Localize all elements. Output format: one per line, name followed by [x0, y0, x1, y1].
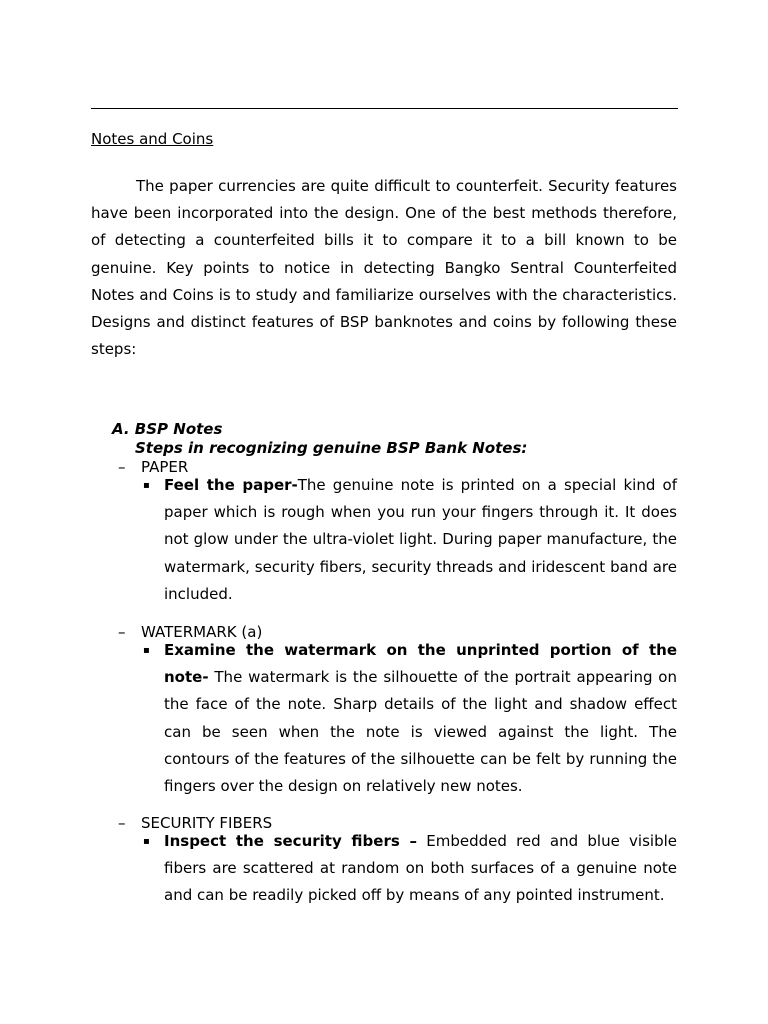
header-rule — [91, 108, 678, 109]
list-item-watermark-text — [164, 637, 677, 800]
section-a-subheading: Steps in recognizing genuine BSP Bank Notes: — [135, 439, 528, 457]
item-label: SECURITY FIBERS — [141, 814, 273, 832]
list-item-security-fibers-text — [164, 828, 677, 910]
section-a-heading: A. BSP Notes — [112, 420, 223, 438]
bullet-marker: ▪ — [143, 836, 150, 847]
item-lead: Examine the watermark on the unprinted portion of the note- — [164, 641, 677, 687]
dash-marker: – — [118, 814, 126, 832]
list-item-paper-text — [164, 472, 677, 608]
dash-marker: – — [118, 623, 126, 641]
item-body: Embedded red and blue visible fibers are scattered at random on both surfaces of a genuine note and can be readily picked off by means of any pointed instrument. — [164, 832, 677, 905]
bullet-marker: ▪ — [143, 645, 150, 656]
page-title: Notes and Coins — [91, 130, 214, 148]
intro-paragraph: The paper currencies are quite difficult to counterfeit. Security features have been incorporated into the design. One of the best methods therefore, of detecting a counterfeited bills it to compare it to a bill known to be genuine. Key points to notice in detecting Bangko Sentral Counterfeited Notes and Coins is to study and familiarize ourselves with the characteristics. Designs and distinct features of BSP banknotes and coins by following these steps: — [91, 177, 677, 359]
item-label-extra: (a) — [236, 623, 263, 641]
item-lead: Feel the paper- — [164, 476, 298, 494]
item-body: The genuine note is printed on a special kind of paper which is rough when you run your fingers through it. It does not glow under the ultra-violet light. During paper manufacture, the watermark, security fibers, security threads and iridescent band are included. — [164, 476, 677, 603]
bullet-marker: ▪ — [143, 480, 150, 491]
item-label: WATERMARK — [141, 623, 237, 641]
item-label: PAPER — [141, 458, 189, 476]
item-lead: Inspect the security fibers – — [164, 832, 417, 850]
dash-marker: – — [118, 458, 126, 476]
item-body: The watermark is the silhouette of the portrait appearing on the face of the note. Sharp details of the light and shadow effect can be seen when the note is viewed against the light. The contours of the features of the silhouette can be felt by running the fingers over the design on relatively new notes. — [164, 668, 677, 796]
